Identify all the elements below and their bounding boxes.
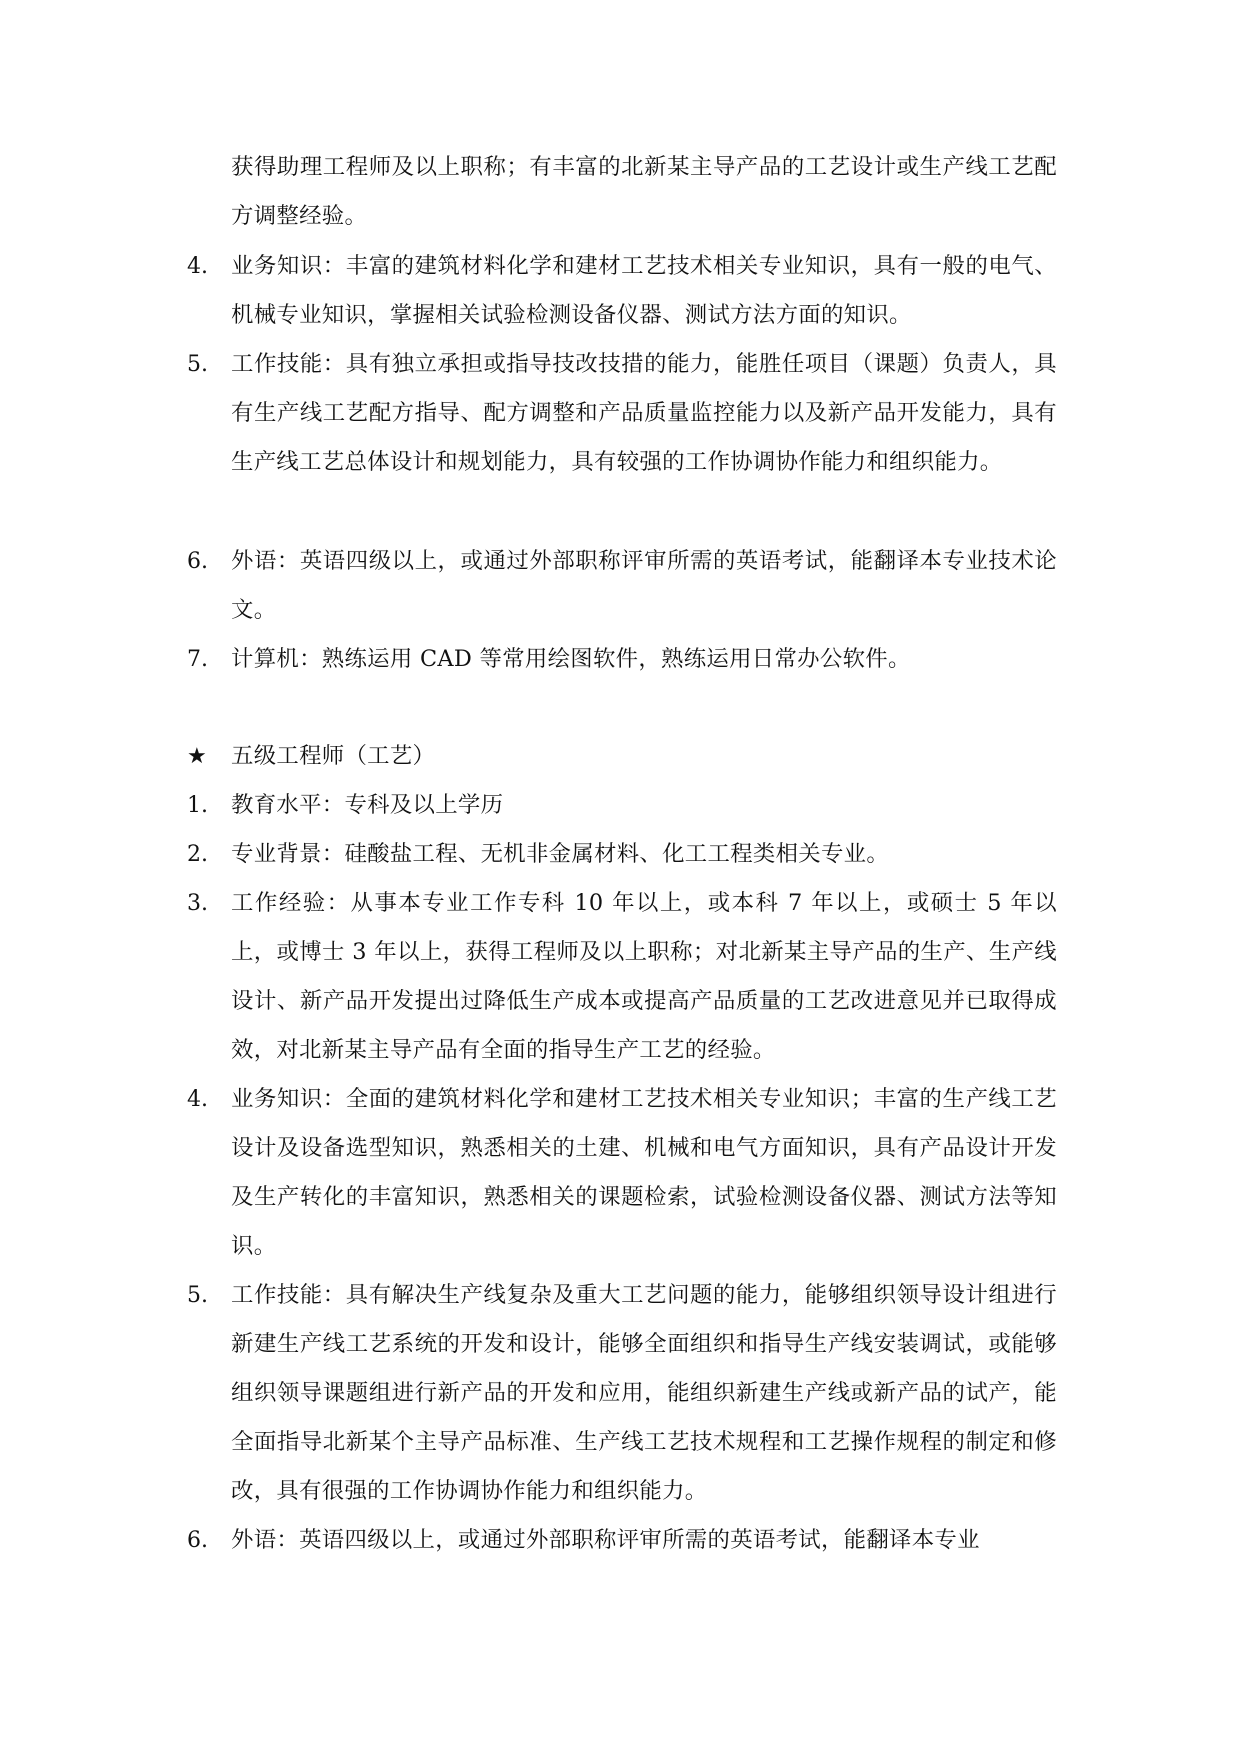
list-item-business-knowledge xyxy=(187,1075,1067,1271)
list-item-business-knowledge xyxy=(187,242,1067,340)
list-item-text: 计算机：熟练运用 CAD 等常用绘图软件，熟练运用日常办公软件。 xyxy=(231,646,911,672)
list-marker: 4. xyxy=(187,1087,208,1112)
list-marker: 7. xyxy=(187,647,208,672)
section-heading xyxy=(187,732,1067,781)
list-marker: 4. xyxy=(187,254,208,279)
list-item-text: 专业背景：硅酸盐工程、无机非金属材料、化工工程类相关专业。 xyxy=(231,841,890,867)
list-item-text: 业务知识：全面的建筑材料化学和建材工艺技术相关专业知识；丰富的生产线工艺设计及设备选型知识，熟悉相关的土建、机械和电气方面知识，具有产品设计开发及生产转化的丰富知识，熟悉相关的课题检索，试验检测设备仪器、测试方法等知识。 xyxy=(231,1086,1057,1259)
list-item-text: 工作技能：具有独立承担或指导技改技措的能力，能胜任项目（课题）负责人，具有生产线工艺配方指导、配方调整和产品质量监控能力以及新产品开发能力，具有生产线工艺总体设计和规划能力，具有较强的工作协调协作能力和组织能力。 xyxy=(231,351,1057,475)
star-icon: ★ xyxy=(187,744,207,769)
list-marker: 6. xyxy=(187,1528,208,1553)
list-marker: 1. xyxy=(187,793,208,818)
list-item-text: 工作技能：具有解决生产线复杂及重大工艺问题的能力，能够组织领导设计组进行新建生产线工艺系统的开发和设计，能够全面组织和指导生产线安装调试，或能够组织领导课题组进行新产品的开发和应用，能组织新建生产线或新产品的试产，能全面指导北新某个主导产品标准、生产线工艺技术规程和工艺操作规程的制定和修改，具有很强的工作协调协作能力和组织能力。 xyxy=(231,1282,1057,1504)
list-item-work-skills xyxy=(187,1271,1067,1516)
list-item-work-experience xyxy=(187,879,1067,1075)
list-item-foreign-language xyxy=(187,1516,1067,1565)
list-item-text: 外语：英语四级以上，或通过外部职称评审所需的英语考试，能翻译本专业 xyxy=(231,1527,980,1553)
list-marker: 2. xyxy=(187,842,208,867)
list-item-text: 获得助理工程师及以上职称；有丰富的北新某主导产品的工艺设计或生产线工艺配方调整经验。 xyxy=(231,154,1057,229)
list-marker: 6. xyxy=(187,549,208,574)
list-marker: 3. xyxy=(187,891,208,916)
list-item-major-background xyxy=(187,830,1067,879)
list-item-work-skills xyxy=(187,340,1067,487)
list-item-continuation xyxy=(187,143,1067,241)
list-item-foreign-language xyxy=(187,537,1067,635)
section-title: 五级工程师（工艺） xyxy=(231,743,436,769)
list-item-computer xyxy=(187,635,1067,684)
list-item-text: 外语：英语四级以上，或通过外部职称评审所需的英语考试，能翻译本专业技术论文。 xyxy=(231,548,1057,623)
list-marker: 5. xyxy=(187,1283,208,1308)
list-item-text: 教育水平：专科及以上学历 xyxy=(231,792,504,818)
list-item-text: 业务知识：丰富的建筑材料化学和建材工艺技术相关专业知识，具有一般的电气、机械专业知识，掌握相关试验检测设备仪器、测试方法方面的知识。 xyxy=(231,253,1057,328)
list-marker: 5. xyxy=(187,352,208,377)
list-item-education xyxy=(187,781,1067,830)
list-item-text: 工作经验：从事本专业工作专科 10 年以上，或本科 7 年以上，或硕士 5 年以上，或博士 3 年以上，获得工程师及以上职称；对北新某主导产品的生产、生产线设计、新产品开发提出过降低生产成本或提高产品质量的工艺改进意见并已取得成效，对北新某主导产品有全面的指导生产工艺的经验。 xyxy=(231,890,1057,1063)
